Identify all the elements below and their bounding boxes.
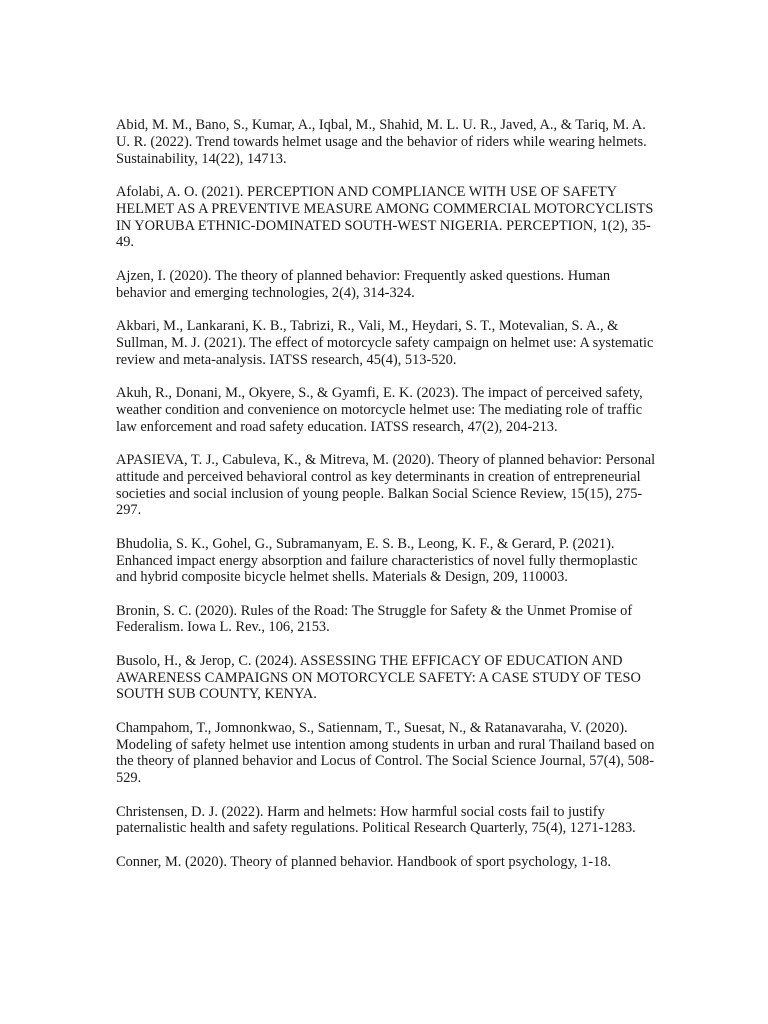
reference-entry: Champahom, T., Jomnonkwao, S., Satiennam, T., Suesat, N., & Ratanavaraha, V. (2020). Modeling of safety helmet use intention among students in urban and rural Thailand based on the theory of planned behavior and Locus of Control. The Social Science Journal, 57(4), 508-529.	[116, 719, 655, 787]
reference-entry: Ajzen, I. (2020). The theory of planned behavior: Frequently asked questions. Human behavior and emerging technologies, 2(4), 314-324.	[116, 267, 611, 301]
reference-entry: Akuh, R., Donani, M., Okyere, S., & Gyamfi, E. K. (2023). The impact of perceived safety, weather condition and convenience on motorcycle helmet use: The mediating role of traffic law enforcement and road safety education. IATSS research, 47(2), 204-213.	[116, 384, 643, 435]
reference-entry: Abid, M. M., Bano, S., Kumar, A., Iqbal, M., Shahid, M. L. U. R., Javed, A., & Tariq, M. A. U. R. (2022). Trend towards helmet usage and the behavior of riders while wearing helmets. Sustainability, 14(22), 14713.	[116, 117, 647, 167]
reference-entry: Christensen, D. J. (2022). Harm and helmets: How harmful social costs fail to justify paternalistic health and safety regulations. Political Research Quarterly, 75(4), 1271-1283.	[116, 803, 636, 837]
reference-entry: Conner, M. (2020). Theory of planned behavior. Handbook of sport psychology, 1-18.	[116, 853, 612, 870]
reference-entry: APASIEVA, T. J., Cabuleva, K., & Mitreva, M. (2020). Theory of planned behavior: Personal attitude and perceived behavioral control as key determinants in creation of entrepreneurial societies and social inclusion of young people. Balkan Social Science Review, 15(15), 275-297.	[116, 451, 656, 519]
reference-entry: Bhudolia, S. K., Gohel, G., Subramanyam, E. S. B., Leong, K. F., & Gerard, P. (2021). Enhanced impact energy absorption and failure characteristics of novel fully thermoplastic and hybrid composite bicycle helmet shells. Materials & Design, 209, 110003.	[116, 535, 638, 586]
reference-entry: Afolabi, A. O. (2021). PERCEPTION AND COMPLIANCE WITH USE OF SAFETY HELMET AS A PREVENTIVE MEASURE AMONG COMMERCIAL MOTORCYCLISTS IN YORUBA ETHNIC-DOMINATED SOUTH-WEST NIGERIA. PERCEPTION, 1(2), 35-49.	[116, 183, 654, 251]
reference-entry: Akbari, M., Lankarani, K. B., Tabrizi, R., Vali, M., Heydari, S. T., Motevalian, S. A., & Sullman, M. J. (2021). The effect of motorcycle safety campaign on helmet use: A systematic review and meta-analysis. IATSS research, 45(4), 513-520.	[116, 317, 654, 368]
reference-entry: Bronin, S. C. (2020). Rules of the Road: The Struggle for Safety & the Unmet Promise of Federalism. Iowa L. Rev., 106, 2153.	[116, 602, 633, 636]
reference-list	[116, 117, 656, 887]
reference-entry: Busolo, H., & Jerop, C. (2024). ASSESSING THE EFFICACY OF EDUCATION AND AWARENESS CAMPAIGNS ON MOTORCYCLE SAFETY: A CASE STUDY OF TESO SOUTH SUB COUNTY, KENYA.	[116, 652, 641, 703]
